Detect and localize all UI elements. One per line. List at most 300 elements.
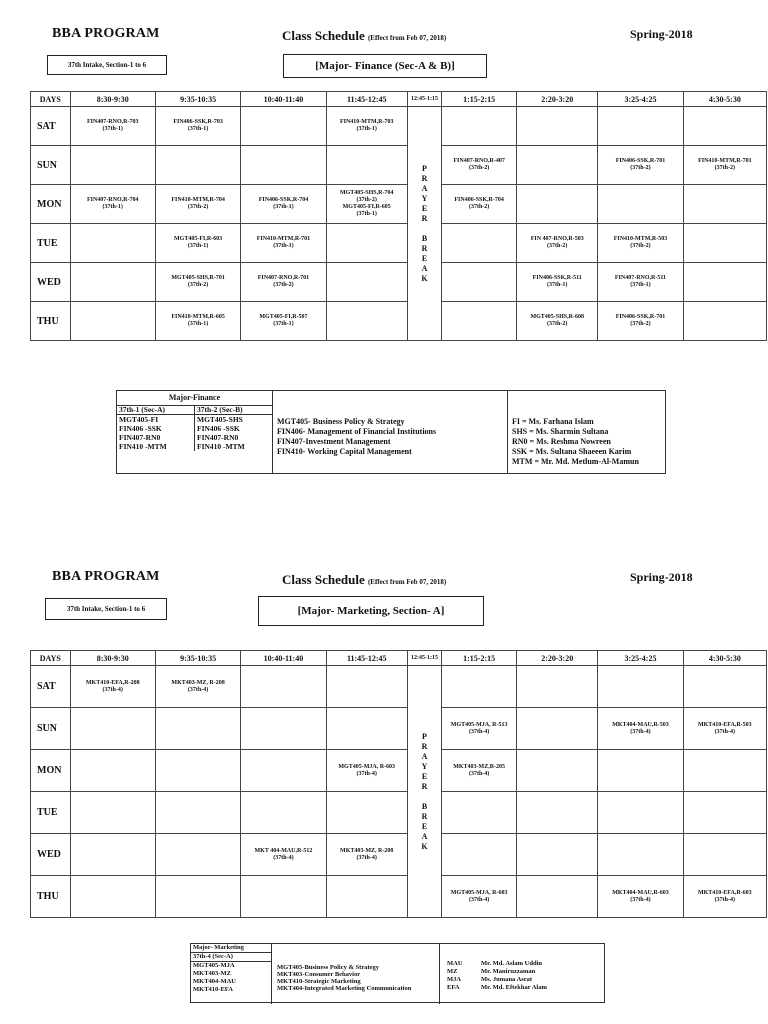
section-course: MGT405-FI xyxy=(117,415,195,425)
class-cell xyxy=(598,224,683,263)
class-cell xyxy=(517,185,598,224)
class-text: MKT410-EFA,R-208 xyxy=(85,679,140,686)
prayer-letter: A xyxy=(421,183,428,193)
class-text: FIN406-SSK,R-701 xyxy=(615,314,666,320)
class-cell xyxy=(517,750,598,792)
legend-divider xyxy=(507,391,509,474)
course-name: FIN407-Investment Management xyxy=(277,437,391,446)
class-text: FIN410-MTM,R-701 xyxy=(698,158,752,164)
class-cell xyxy=(442,834,517,876)
intake-box: 37th Intake, Section-1 to 6 xyxy=(47,55,167,75)
class-text: FIN410-MTM,R-704 xyxy=(171,197,225,203)
table-row xyxy=(31,224,767,263)
class-cell xyxy=(155,834,240,876)
course-name: MKT403-Consumer Behavior xyxy=(277,971,361,978)
class-cell xyxy=(326,876,407,918)
time-slot-header: 3:25-4:25 xyxy=(598,651,683,666)
class-cell xyxy=(241,792,326,834)
class-cell xyxy=(326,185,407,224)
section-course: MKT410-EFA xyxy=(193,986,233,993)
class-cell xyxy=(442,185,517,224)
class-cell xyxy=(155,750,240,792)
table-row xyxy=(31,185,767,224)
class-text: (37th-2) xyxy=(547,243,568,249)
section-course: MGT405-SHS xyxy=(197,415,243,424)
time-slot-header: 3:25-4:25 xyxy=(598,92,683,107)
course-name: FIN406- Management of Financial Institutions xyxy=(277,427,437,436)
class-cell xyxy=(70,107,155,146)
prayer-letter: R xyxy=(421,173,428,183)
class-cell xyxy=(442,708,517,750)
prayer-letter: B xyxy=(421,801,428,811)
class-cell xyxy=(241,666,326,708)
schedule-title-text: Class Schedule xyxy=(282,572,365,587)
class-text: FIN406-SSK,R-701 xyxy=(615,158,666,164)
class-text: (37th-1) xyxy=(356,211,377,217)
prayer-break-column xyxy=(407,666,441,918)
prayer-letter: R xyxy=(421,741,428,751)
class-text: MKT410-EFA,R-603 xyxy=(697,889,752,896)
class-cell xyxy=(598,666,683,708)
class-cell xyxy=(241,750,326,792)
prayer-letter: Y xyxy=(421,193,428,203)
class-cell xyxy=(70,708,155,750)
prayer-letter: R xyxy=(421,243,428,253)
class-text: (37th-2) xyxy=(630,165,651,171)
class-text: MKT404-MAU,R-503 xyxy=(612,721,669,728)
class-cell xyxy=(70,834,155,876)
schedule-table xyxy=(30,650,767,918)
section-course: MKT403-MZ xyxy=(193,970,231,977)
class-text: (37th-4) xyxy=(468,728,490,735)
day-label: SAT xyxy=(31,666,71,708)
class-cell xyxy=(155,792,240,834)
class-cell xyxy=(155,224,240,263)
class-text: (37th-1) xyxy=(102,204,123,210)
prayer-letter: K xyxy=(421,273,428,283)
time-slot-header: 1:15-2:15 xyxy=(442,651,517,666)
days-header: DAYS xyxy=(31,651,71,666)
class-cell xyxy=(155,302,240,341)
section-course: FIN407-RN0 xyxy=(117,433,195,442)
table-row xyxy=(31,792,767,834)
faculty-name: SSK = Ms. Sultana Shaeeen Karim xyxy=(512,447,632,456)
class-cell xyxy=(326,263,407,302)
class-cell xyxy=(70,146,155,185)
time-slot-header: 9:35-10:35 xyxy=(155,651,240,666)
class-cell xyxy=(155,146,240,185)
class-cell xyxy=(326,834,407,876)
day-label: SUN xyxy=(31,708,71,750)
class-text: (37th-1) xyxy=(102,126,123,132)
table-row xyxy=(31,708,767,750)
class-text: (37th-2) xyxy=(356,197,377,203)
prayer-letter: A xyxy=(421,751,428,761)
prayer-letter: P xyxy=(422,731,427,741)
prayer-letter: B xyxy=(421,233,428,243)
class-cell xyxy=(70,302,155,341)
time-slot-header: 10:40-11:40 xyxy=(241,651,326,666)
class-text: MKT 404-MAU,R-512 xyxy=(254,847,313,854)
class-cell xyxy=(241,107,326,146)
season-label: Spring-2018 xyxy=(630,570,693,584)
class-cell xyxy=(155,185,240,224)
class-cell xyxy=(326,146,407,185)
prayer-letter: K xyxy=(421,841,428,851)
class-cell xyxy=(241,224,326,263)
program-title: BBA PROGRAM xyxy=(52,26,160,41)
faculty-name: Ms. Jumana Asrat xyxy=(481,976,533,983)
class-text: (37th-4) xyxy=(356,770,377,777)
day-label: MON xyxy=(31,185,71,224)
class-cell xyxy=(683,834,766,876)
time-slot-header: 4:30-5:30 xyxy=(683,651,766,666)
class-cell xyxy=(598,146,683,185)
class-cell xyxy=(326,708,407,750)
class-text: (37th-1) xyxy=(273,204,294,210)
class-cell xyxy=(683,302,766,341)
class-cell xyxy=(442,263,517,302)
class-text: FIN406-SSK,R-704 xyxy=(258,197,309,203)
faculty-name: SHS = Ms. Sharmin Sultana xyxy=(512,427,609,436)
prayer-letter: A xyxy=(421,263,428,273)
faculty-code: MZ xyxy=(447,968,458,975)
class-text: MGT405-SHS,R-701 xyxy=(171,275,225,281)
day-label: SUN xyxy=(31,146,71,185)
time-slot-header: 10:40-11:40 xyxy=(241,92,326,107)
class-text: FIN406-SSK,R-511 xyxy=(532,275,582,281)
faculty-name: MTM = Mr. Md. Metlum-Al-Mamun xyxy=(512,457,639,466)
class-text: MKT403-MZ, R-208 xyxy=(171,679,225,686)
faculty-code: EFA xyxy=(447,984,460,991)
schedule-table xyxy=(30,91,767,341)
class-text: FIN406-SSK,R-703 xyxy=(173,119,223,125)
time-slot-header: 11:45-12:45 xyxy=(326,92,407,107)
prayer-letter: E xyxy=(421,771,428,781)
prayer-letter: R xyxy=(421,811,428,821)
class-cell xyxy=(598,302,683,341)
class-cell xyxy=(683,750,766,792)
class-cell xyxy=(517,708,598,750)
legend-sections xyxy=(191,944,272,1004)
class-text: (37th-4) xyxy=(102,686,123,693)
class-cell xyxy=(598,263,683,302)
class-cell xyxy=(241,834,326,876)
time-slot-header: 8:30-9:30 xyxy=(70,92,155,107)
class-cell xyxy=(442,750,517,792)
faculty-code: MJA xyxy=(447,976,462,983)
section-header: 37th-1 (Sec-A) xyxy=(117,405,195,415)
class-cell xyxy=(155,666,240,708)
class-text: FIN410-MTM,R-605 xyxy=(171,314,225,320)
class-text: (37th-4) xyxy=(356,854,377,861)
class-cell xyxy=(70,750,155,792)
prayer-letter: E xyxy=(421,203,428,213)
class-cell xyxy=(517,792,598,834)
class-cell xyxy=(598,876,683,918)
class-text: (37th-2) xyxy=(468,204,490,210)
day-label: SAT xyxy=(31,107,71,146)
class-cell xyxy=(517,107,598,146)
class-text: FIN407-RNO,R-703 xyxy=(86,119,139,125)
class-text: MGT405-MJA, R-603 xyxy=(338,763,396,770)
prayer-letter xyxy=(408,224,441,234)
class-text: (37th-4) xyxy=(630,728,651,735)
faculty-code: MAU xyxy=(447,960,463,967)
intake-box: 37th Intake, Section-1 to 6 xyxy=(45,598,167,620)
class-text: MGT405-SHS,R-704 xyxy=(339,190,394,196)
class-text: FIN 407-RNO,R-503 xyxy=(530,236,584,242)
class-cell xyxy=(241,146,326,185)
class-cell xyxy=(683,224,766,263)
class-text: MKT403-MZ, R-208 xyxy=(340,847,394,854)
time-slot-header: 4:30-5:30 xyxy=(683,92,766,107)
class-text: MGT405-FI,R-603 xyxy=(174,236,223,242)
schedule-title xyxy=(282,572,446,588)
section-course: MGT405-MJA xyxy=(193,962,235,969)
time-slot-header: 2:20-3:20 xyxy=(517,92,598,107)
course-name: MGT405-Business Policy & Strategy xyxy=(277,964,380,971)
class-cell xyxy=(155,708,240,750)
course-name: MKT410-Strategic Marketing xyxy=(277,978,361,985)
class-text: MGT405-FI,R-605 xyxy=(342,204,391,210)
table-row xyxy=(31,666,767,708)
legend-courses xyxy=(277,964,437,992)
prayer-letter xyxy=(408,792,441,802)
program-title: BBA PROGRAM xyxy=(52,569,160,584)
legend-faculty xyxy=(445,960,595,992)
class-text: FIN407-RNO,R-701 xyxy=(257,275,310,281)
class-cell xyxy=(517,876,598,918)
course-name: FIN410- Working Capital Management xyxy=(277,447,412,456)
class-text: FIN410-MTM,R-503 xyxy=(613,236,668,242)
time-slot-header: 12:45-1:15 xyxy=(407,92,441,107)
time-slot-header: 11:45-12:45 xyxy=(326,651,407,666)
class-text: FIN407-RNO,R-704 xyxy=(86,197,139,203)
class-cell xyxy=(442,107,517,146)
prayer-letter: Y xyxy=(421,761,428,771)
section-header: 37th-4 (Sec-A) xyxy=(191,953,271,962)
section-course: FIN410 -MTM xyxy=(197,442,245,451)
day-label: WED xyxy=(31,263,71,302)
class-text: MGT405-SHS,R-608 xyxy=(530,314,584,320)
class-cell xyxy=(155,876,240,918)
class-text: (37th-2) xyxy=(630,321,651,327)
prayer-letter: R xyxy=(421,213,428,223)
class-cell xyxy=(326,750,407,792)
table-row xyxy=(31,834,767,876)
class-cell xyxy=(326,792,407,834)
class-cell xyxy=(442,302,517,341)
class-cell xyxy=(683,185,766,224)
class-text: (37th-1) xyxy=(273,243,294,249)
legend-title: Major-Finance xyxy=(117,391,273,406)
class-cell xyxy=(683,666,766,708)
faculty-name: Mr. Md. Aslam Uddin xyxy=(481,960,542,967)
section-course: FIN406 -SSK xyxy=(117,424,195,433)
effect-date: (Effect from Feb 07, 2018) xyxy=(367,34,447,42)
class-text: (37th-4) xyxy=(273,854,294,861)
class-cell xyxy=(598,792,683,834)
table-row xyxy=(31,750,767,792)
class-cell xyxy=(683,876,766,918)
prayer-letter: A xyxy=(421,831,428,841)
class-cell xyxy=(70,666,155,708)
class-text: MKT403-MZ,R-205 xyxy=(453,763,506,770)
class-text: MKT404-MAU,R-603 xyxy=(612,889,669,896)
class-text: (37th-4) xyxy=(714,728,735,735)
class-cell xyxy=(442,876,517,918)
day-label: TUE xyxy=(31,792,71,834)
class-cell xyxy=(442,792,517,834)
table-row xyxy=(31,876,767,918)
table-row xyxy=(31,146,767,185)
class-text: (37th-2) xyxy=(187,282,209,288)
course-name: MGT405- Business Policy & Strategy xyxy=(277,417,405,426)
class-cell xyxy=(683,792,766,834)
class-text: (37th-4) xyxy=(187,686,209,693)
legend-marketing xyxy=(190,943,605,1003)
class-text: (37th-1) xyxy=(187,243,209,249)
class-cell xyxy=(241,185,326,224)
section-course: FIN410 -MTM xyxy=(117,442,195,451)
schedule-title xyxy=(282,28,446,44)
faculty-name: RN0 = Ms. Reshma Nowreen xyxy=(512,437,611,446)
day-label: TUE xyxy=(31,224,71,263)
class-cell xyxy=(326,302,407,341)
class-cell xyxy=(598,708,683,750)
class-cell xyxy=(683,146,766,185)
class-cell xyxy=(517,263,598,302)
class-text: FIN410-MTM,R-703 xyxy=(339,119,394,125)
course-name: MKT404-Integrated Marketing Communication xyxy=(277,985,412,992)
table-row xyxy=(31,107,767,146)
class-text: (37th-2) xyxy=(468,165,490,171)
class-cell xyxy=(70,263,155,302)
class-cell xyxy=(517,146,598,185)
class-text: FIN410-MTM,R-701 xyxy=(256,236,311,242)
section-course: FIN407-RN0 xyxy=(197,433,239,442)
class-text: (37th-2) xyxy=(630,243,651,249)
effect-date: (Effect from Feb 07, 2018) xyxy=(367,578,447,586)
major-box: [Major- Marketing, Section- A] xyxy=(258,596,484,626)
class-text: (37th-4) xyxy=(468,896,490,903)
class-cell xyxy=(442,666,517,708)
day-label: WED xyxy=(31,834,71,876)
section-course: MKT404-MAU xyxy=(193,978,236,985)
major-box: [Major- Finance (Sec-A & B)] xyxy=(283,54,487,78)
class-cell xyxy=(598,750,683,792)
class-text: (37th-4) xyxy=(630,896,651,903)
class-text: (37th-1) xyxy=(630,282,651,288)
class-cell xyxy=(598,185,683,224)
class-text: (37th-4) xyxy=(714,896,735,903)
class-text: (37th-1) xyxy=(187,126,209,132)
class-cell xyxy=(598,107,683,146)
day-label: THU xyxy=(31,876,71,918)
class-text: (37th-1) xyxy=(356,126,377,132)
class-cell xyxy=(326,107,407,146)
class-cell xyxy=(155,107,240,146)
schedule-title-text: Class Schedule xyxy=(282,28,365,43)
class-cell xyxy=(517,224,598,263)
legend-sections xyxy=(117,405,273,474)
legend-divider xyxy=(439,944,441,1004)
time-slot-header: 8:30-9:30 xyxy=(70,651,155,666)
legend-faculty xyxy=(512,417,667,467)
class-text: (37th-2) xyxy=(273,282,294,288)
class-text: (37th-1) xyxy=(187,321,209,327)
class-cell xyxy=(683,263,766,302)
class-cell xyxy=(326,666,407,708)
prayer-break-column xyxy=(407,107,441,341)
class-text: MGT405-MJA, R-603 xyxy=(450,889,508,896)
day-label: THU xyxy=(31,302,71,341)
class-cell xyxy=(517,666,598,708)
class-cell xyxy=(241,708,326,750)
class-text: (37th-4) xyxy=(468,770,490,777)
legend-finance xyxy=(116,390,666,474)
class-text: MGT405-MJA, R-513 xyxy=(450,721,508,728)
season-label: Spring-2018 xyxy=(630,27,693,41)
days-header: DAYS xyxy=(31,92,71,107)
class-cell xyxy=(70,792,155,834)
class-text: FIN407-RNO,R-407 xyxy=(453,158,505,164)
class-cell xyxy=(155,263,240,302)
time-slot-header: 2:20-3:20 xyxy=(517,651,598,666)
class-cell xyxy=(598,834,683,876)
table-row xyxy=(31,263,767,302)
time-slot-header: 1:15-2:15 xyxy=(442,92,517,107)
class-cell xyxy=(517,302,598,341)
faculty-name: Mr. Md. Eftekhar Alam xyxy=(481,984,547,991)
day-label: MON xyxy=(31,750,71,792)
class-cell xyxy=(517,834,598,876)
class-cell xyxy=(683,708,766,750)
prayer-letter: P xyxy=(422,163,427,173)
class-cell xyxy=(326,224,407,263)
class-cell xyxy=(442,224,517,263)
class-cell xyxy=(241,302,326,341)
class-cell xyxy=(70,185,155,224)
prayer-letter: E xyxy=(421,253,428,263)
time-slot-header: 12:45-1:15 xyxy=(407,651,441,666)
class-text: (37th-2) xyxy=(547,321,568,327)
class-cell xyxy=(70,876,155,918)
class-text: (37th-2) xyxy=(187,204,209,210)
class-cell xyxy=(442,146,517,185)
class-text: MKT410-EFA,R-503 xyxy=(697,721,752,728)
class-text: FIN406-SSK,R-704 xyxy=(454,197,504,203)
faculty-name: FI = Ms. Farhana Islam xyxy=(512,417,594,426)
class-text: (37th-2) xyxy=(714,165,735,171)
prayer-letter: R xyxy=(421,781,428,791)
class-cell xyxy=(683,107,766,146)
section-course: FIN406 -SSK xyxy=(197,424,240,433)
class-text: (37th-1) xyxy=(547,282,568,288)
prayer-letter: E xyxy=(421,821,428,831)
class-cell xyxy=(241,876,326,918)
class-text: MGT405-FI,R-507 xyxy=(259,314,308,320)
section-header: 37th-2 (Sec-B) xyxy=(195,405,273,415)
class-text: (37th-1) xyxy=(273,321,294,327)
time-slot-header: 9:35-10:35 xyxy=(155,92,240,107)
faculty-name: Mr. Maniruzzaman xyxy=(481,968,536,975)
class-cell xyxy=(70,224,155,263)
legend-title: Major- Marketing xyxy=(191,944,271,953)
legend-courses xyxy=(277,417,507,457)
class-text: FIN407-RNO,R-511 xyxy=(614,275,667,281)
